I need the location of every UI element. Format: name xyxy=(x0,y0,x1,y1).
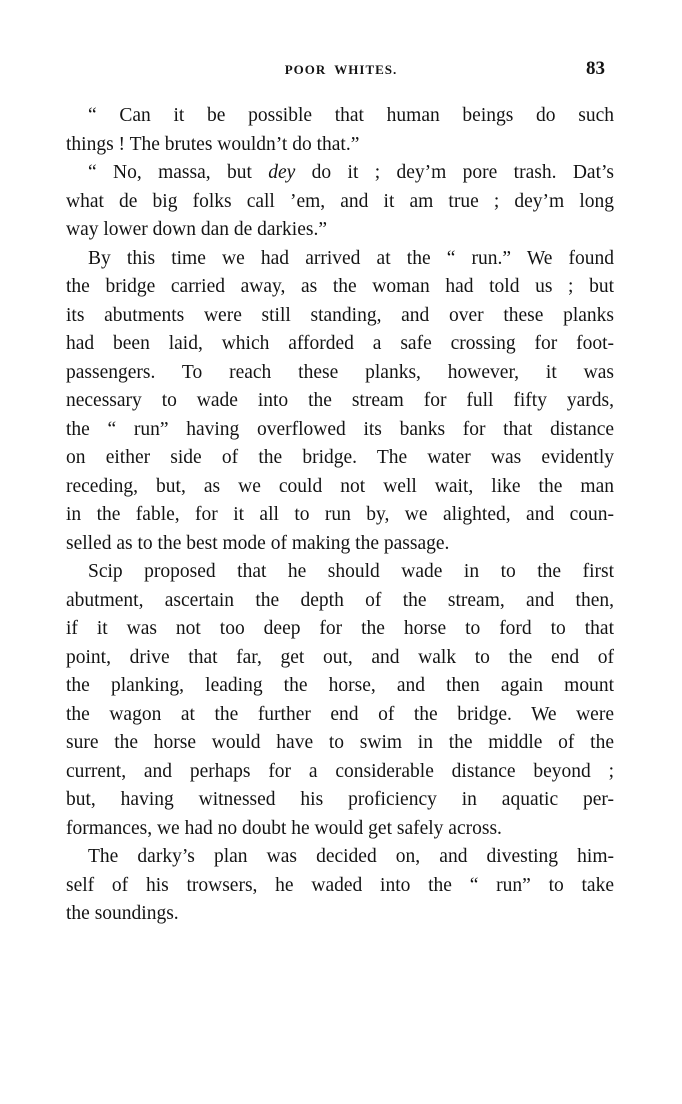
text-line: necessary to wade into the stream for full fifty yards, xyxy=(66,390,614,411)
text-line: “ Can it be possible that human beings do such xyxy=(88,105,614,126)
text-line: on either side of the bridge. The water was evidently xyxy=(66,447,614,468)
text-line: formances, we had no doubt he would get safely across. xyxy=(66,817,502,839)
text-line: point, drive that far, get out, and walk to the end of xyxy=(66,646,614,668)
text-line: receding, but, as we could not well wait, like the man xyxy=(66,475,614,497)
text-line: way lower down dan de darkies.” xyxy=(66,219,327,240)
text-segment: do it ; dey’m pore trash. Dat’s xyxy=(295,162,614,183)
text-line: what de big folks call ’em, and it am true ; dey’m long xyxy=(66,190,614,212)
text-line: had been laid, which afforded a safe crossing for foot- xyxy=(66,333,614,354)
text-line: the “ run” having overflowed its banks for that distance xyxy=(66,418,614,440)
text-line: things ! The brutes wouldn’t do that.” xyxy=(66,133,360,155)
emphasis-word: dey xyxy=(268,162,296,183)
text-line: the wagon at the further end of the bridge. We were xyxy=(66,703,614,725)
text-line: passengers. To reach these planks, however, it was xyxy=(66,361,614,383)
text-line: sure the horse would have to swim in the middle of the xyxy=(66,732,614,753)
text-line: Scip proposed that he should wade in to the first xyxy=(88,561,614,582)
text-line: current, and perhaps for a considerable distance beyond ; xyxy=(66,760,614,782)
text-segment: “ No, massa, but xyxy=(88,162,269,183)
running-title: POOR WHITES. xyxy=(284,62,398,77)
text-line: self of his trowsers, he waded into the “ run” to take xyxy=(66,874,614,896)
text-line: the soundings. xyxy=(66,903,179,924)
body-text xyxy=(66,102,614,929)
text-line: the bridge carried away, as the woman had told us ; but xyxy=(66,276,614,297)
text-line: if it was not too deep for the horse to ford to that xyxy=(66,618,614,639)
text-line xyxy=(66,159,614,188)
text-line: the planking, leading the horse, and then again mount xyxy=(66,675,614,696)
text-line: abutment, ascertain the depth of the stream, and then, xyxy=(66,589,614,611)
text-line: its abutments were still standing, and over these planks xyxy=(66,304,614,326)
text-line: The darky’s plan was decided on, and divesting him- xyxy=(88,846,614,867)
text-line: By this time we had arrived at the “ run.” We found xyxy=(88,247,614,269)
text-line: but, having witnessed his proficiency in aquatic per- xyxy=(66,789,614,810)
text-line: selled as to the best mode of making the passage. xyxy=(66,532,450,554)
text-line: in the fable, for it all to run by, we alighted, and coun- xyxy=(66,504,614,525)
page-number: 83 xyxy=(586,58,605,79)
